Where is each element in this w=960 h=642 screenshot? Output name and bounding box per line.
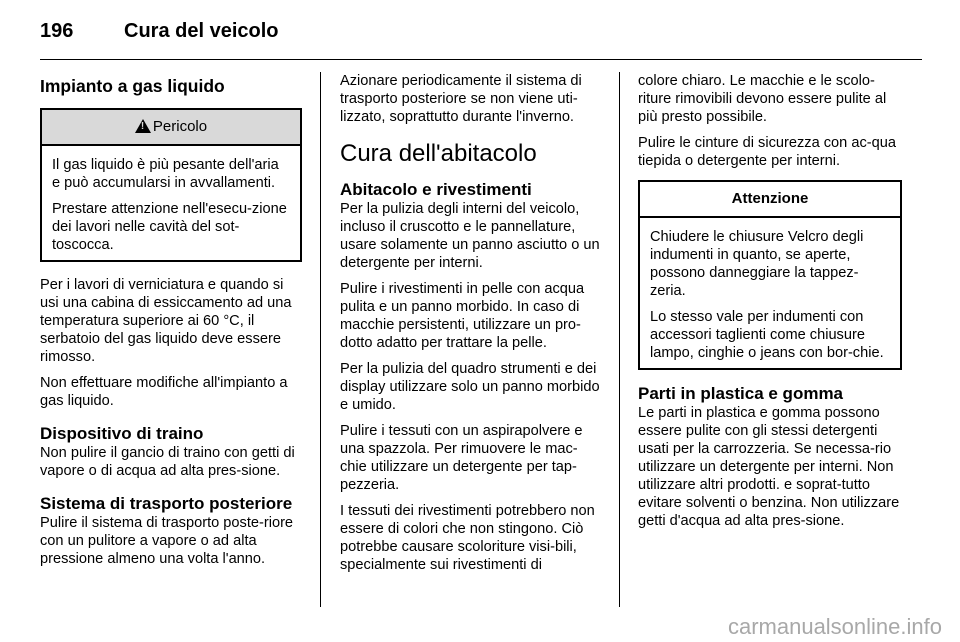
- subsection-title-towing: Dispositivo di traino: [40, 424, 204, 443]
- danger-box-body: [42, 146, 300, 260]
- column-divider: [320, 72, 321, 607]
- paragraph: I tessuti dei rivestimenti potrebbero non essere di colori che non stingono. Ciò potrebbe causare scoloriture visi-bili, specialmente sui rivestimenti di: [340, 503, 595, 573]
- column-1: [40, 72, 302, 576]
- paragraph: Pulire i rivestimenti in pelle con acqua pulita e un panno morbido. In caso di macchie persistenti, utilizzare un pro-dotto adatto per trattare la pelle.: [340, 281, 585, 351]
- attention-box-body: [640, 218, 900, 368]
- column-2: [340, 72, 603, 582]
- paragraph: Le parti in plastica e gomma possono essere pulite con gli stessi detergenti usati per la carrozzeria. Se necessa-rio utilizzare un detergente per interni. Non utilizzare altri prodotti. e soprat-tutto evitare solventi o benzina. Non utilizzare getti d'acqua ad alta pres-sione.: [638, 405, 900, 529]
- paragraph: colore chiaro. Le macchie e le scolo-riture rimovibili devono essere pulite al più presto possibile.: [638, 73, 887, 125]
- watermark: carmanualsonline.info: [727, 614, 942, 639]
- paragraph: Per la pulizia degli interni del veicolo, incluso il cruscotto e le pannellature, usare solamente un panno asciutto o un detergente per interni.: [340, 201, 600, 271]
- attention-paragraph: Lo stesso vale per indumenti con accessori taglienti come chiusure lampo, cinghie o jeans con bor-chie.: [650, 309, 884, 361]
- header-divider: [40, 59, 922, 60]
- danger-box: [40, 108, 302, 262]
- danger-paragraph: Prestare attenzione nell'esecu-zione dei lavori nelle cavità del sot-toscocca.: [52, 201, 287, 253]
- paragraph: Azionare periodicamente il sistema di trasporto posteriore se non viene uti-lizzato, soprattutto durante l'inverno.: [340, 73, 582, 125]
- attention-box-header: [640, 182, 900, 218]
- chapter-title: Cura del veicolo: [124, 20, 279, 42]
- paragraph: Pulire il sistema di trasporto poste-riore con un pulitore a vapore o ad alta pressione almeno una volta l'anno.: [40, 515, 294, 567]
- attention-box-heading: Attenzione: [731, 190, 809, 207]
- subsection-title-plastic: Parti in plastica e gomma: [638, 384, 844, 403]
- paragraph: Pulire le cinture di sicurezza con ac-qua tiepida o detergente per interni.: [638, 135, 896, 169]
- danger-box-heading: Pericolo: [152, 118, 208, 135]
- paragraph: Non effettuare modifiche all'impianto a gas liquido.: [40, 375, 288, 409]
- paragraph: Per i lavori di verniciatura e quando si usi una cabina di essiccamento ad una temperatura superiore ai 60 °C, il serbatoio del gas liquido deve essere rimosso.: [40, 277, 292, 365]
- column-3: [638, 72, 902, 538]
- section-title-interior: Cura dell'abitacolo: [340, 140, 537, 167]
- attention-box: [638, 180, 902, 370]
- paragraph: Non pulire il gancio di traino con getti di vapore o di acqua ad alta pres-sione.: [40, 445, 295, 479]
- paragraph: Per la pulizia del quadro strumenti e dei display utilizzare solo un panno morbido e umido.: [340, 361, 600, 413]
- subsection-title-interior: Abitacolo e rivestimenti: [340, 180, 532, 199]
- warning-triangle-icon: [135, 119, 151, 133]
- danger-box-header: [42, 110, 300, 146]
- column-divider: [619, 72, 620, 607]
- danger-paragraph: Il gas liquido è più pesante dell'aria e può accumularsi in avvallamenti.: [52, 157, 279, 191]
- page-number: 196: [40, 20, 74, 42]
- subsection-title-rear-carrier: Sistema di trasporto posteriore: [40, 494, 293, 513]
- paragraph: Pulire i tessuti con un aspirapolvere e una spazzola. Per rimuovere le mac-chie utilizzare un detergente per tap-pezzeria.: [340, 423, 583, 493]
- attention-paragraph: Chiudere le chiusure Velcro degli indumenti in quanto, se aperte, possono danneggiare la tappez-zeria.: [650, 229, 864, 299]
- section-title-lpg: Impianto a gas liquido: [40, 76, 225, 96]
